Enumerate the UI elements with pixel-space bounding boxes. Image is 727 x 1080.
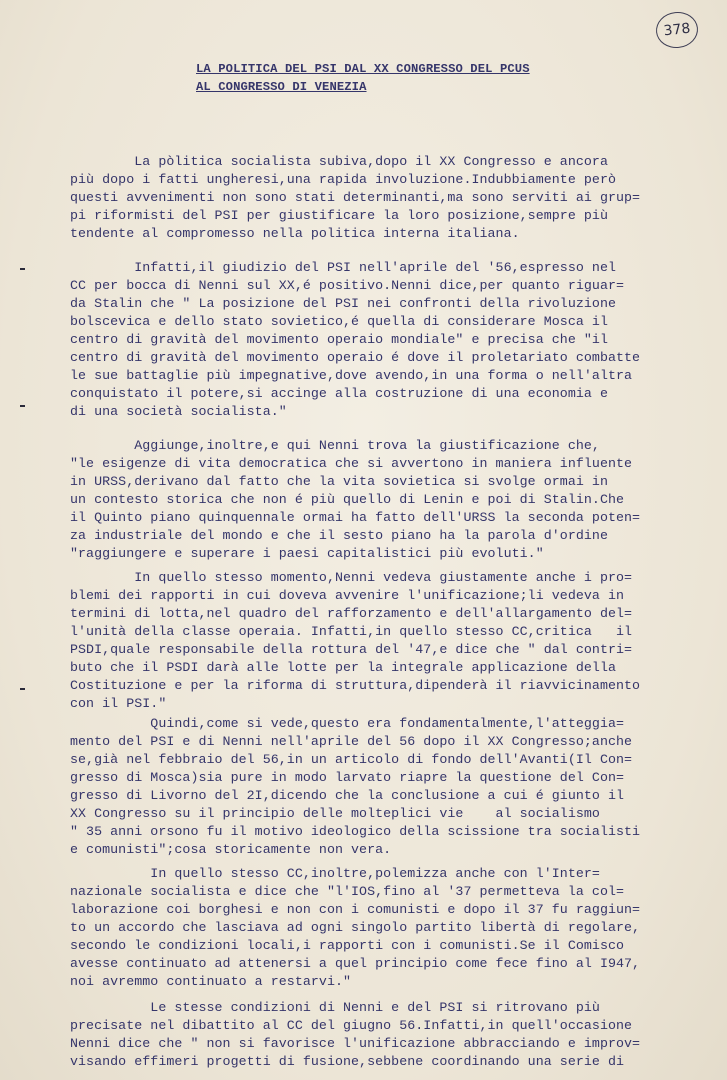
text-line: di una società socialista." xyxy=(70,404,287,419)
text-line: laborazione coi borghesi e non con i comunisti e dopo il 37 fu raggiun= xyxy=(70,902,641,917)
text-line: pi riformisti del PSI per giustificare la loro posizione,sempre più xyxy=(70,208,608,223)
text-line: conquistato il potere,si accinge alla costruzione di una economia e xyxy=(70,386,608,401)
text-line: centro di gravità del movimento operaio é dove il proletariato combatte xyxy=(70,350,641,365)
text-line: le sue battaglie più impegnative,dove avendo,in una forma o nell'altra xyxy=(70,368,633,383)
text-line: e comunisti";cosa storicamente non vera. xyxy=(70,842,392,857)
text-line: "raggiungere e superare i paesi capitalistici più evoluti." xyxy=(70,546,544,561)
text-line: centro di gravità del movimento operaio mondiale" e precisa che "il xyxy=(70,332,608,347)
text-line: PSDI,quale responsabile della rottura del '47,e dice che " dal contri= xyxy=(70,642,633,657)
text-line: In quello stesso momento,Nenni vedeva giustamente anche i pro= xyxy=(70,570,633,585)
text-line: Infatti,il giudizio del PSI nell'aprile del '56,espresso nel xyxy=(70,260,617,275)
text-line: se,già nel febbraio del 56,in un articolo di fondo dell'Avanti(Il Con= xyxy=(70,752,633,767)
margin-mark xyxy=(20,688,25,690)
text-line: gresso di Livorno del 2I,dicendo che la conclusione a cui é giunto il xyxy=(70,788,625,803)
text-line: Aggiunge,inoltre,e qui Nenni trova la giustificazione che, xyxy=(70,438,600,453)
text-line: bolscevica e dello stato sovietico,é quella di considerare Mosca il xyxy=(70,314,608,329)
text-line: buto che il PSDI darà alle lotte per la integrale applicazione della xyxy=(70,660,617,675)
text-line: da Stalin che " La posizione del PSI nei confronti della rivoluzione xyxy=(70,296,617,311)
text-line: Nenni dice che " non si favorisce l'unificazione abbracciando e improv= xyxy=(70,1036,641,1051)
page-number-stamp: 378 xyxy=(654,10,700,50)
margin-mark xyxy=(20,268,25,270)
margin-mark xyxy=(20,405,25,407)
text-line: con il PSI." xyxy=(70,696,167,711)
text-line: Quindi,come si vede,questo era fondamentalmente,l'atteggia= xyxy=(70,716,625,731)
text-line: gresso di Mosca)sia pure in modo larvato riapre la questione del Con= xyxy=(70,770,625,785)
text-line: più dopo i fatti ungheresi,una rapida involuzione.Indubbiamente però xyxy=(70,172,617,187)
text-line: blemi dei rapporti in cui doveva avvenire l'unificazione;li vedeva in xyxy=(70,588,625,603)
text-line: mento del PSI e di Nenni nell'aprile del 56 dopo il XX Congresso;anche xyxy=(70,734,633,749)
text-line: secondo le condizioni locali,i rapporti con i comunisti.Se il Comisco xyxy=(70,938,625,953)
document-title-line-2: AL CONGRESSO DI VENEZIA xyxy=(196,80,367,94)
text-line: l'unità della classe operaia. Infatti,in quello stesso CC,critica il xyxy=(70,624,633,639)
text-line: noi avremmo continuato a restarvi." xyxy=(70,974,352,989)
document-title-line-1: LA POLITICA DEL PSI DAL XX CONGRESSO DEL PCUS xyxy=(196,62,530,76)
text-line: questi avvenimenti non sono stati determinanti,ma sono serviti ai grup= xyxy=(70,190,641,205)
text-line: precisate nel dibattito al CC del giugno 56.Infatti,in quell'occasione xyxy=(70,1018,633,1033)
text-line: "le esigenze di vita democratica che si avvertono in maniera influente xyxy=(70,456,633,471)
text-line: nazionale socialista e dice che "l'IOS,fino al '37 permetteva la col= xyxy=(70,884,625,899)
text-line: " 35 anni orsono fu il motivo ideologico della scissione tra socialisti xyxy=(70,824,641,839)
text-line: avesse continuato ad attenersi a quel principio come fece fino al I947, xyxy=(70,956,641,971)
text-line: un contesto storica che non é più quello di Lenin e poi di Stalin.Che xyxy=(70,492,625,507)
text-line: Costituzione e per la riforma di struttura,dipenderà il riavvicinamento xyxy=(70,678,641,693)
text-line: La pòlitica socialista subiva,dopo il XX Congresso e ancora xyxy=(70,154,608,169)
text-line: Le stesse condizioni di Nenni e del PSI si ritrovano più xyxy=(70,1000,600,1015)
text-line: In quello stesso CC,inoltre,polemizza anche con l'Inter= xyxy=(70,866,600,881)
text-line: to un accordo che lasciava ad ogni singolo partito libertà di regolare, xyxy=(70,920,641,935)
text-line: il Quinto piano quinquennale ormai ha fatto dell'URSS la seconda poten= xyxy=(70,510,641,525)
text-line: XX Congresso su il principio delle molteplici vie al socialismo xyxy=(70,806,600,821)
text-line: visando effimeri progetti di fusione,sebbene coordinando una serie di xyxy=(70,1054,625,1069)
text-line: CC per bocca di Nenni sul XX,é positivo.Nenni dice,per quanto riguar= xyxy=(70,278,625,293)
text-line: in URSS,derivano dal fatto che la vita sovietica si svolge ormai in xyxy=(70,474,608,489)
text-line: za industriale del mondo e che il sesto piano ha la parola d'ordine xyxy=(70,528,608,543)
text-line: termini di lotta,nel quadro del rafforzamento e dell'allargamento del= xyxy=(70,606,633,621)
text-line: tendente al compromesso nella politica interna italiana. xyxy=(70,226,520,241)
